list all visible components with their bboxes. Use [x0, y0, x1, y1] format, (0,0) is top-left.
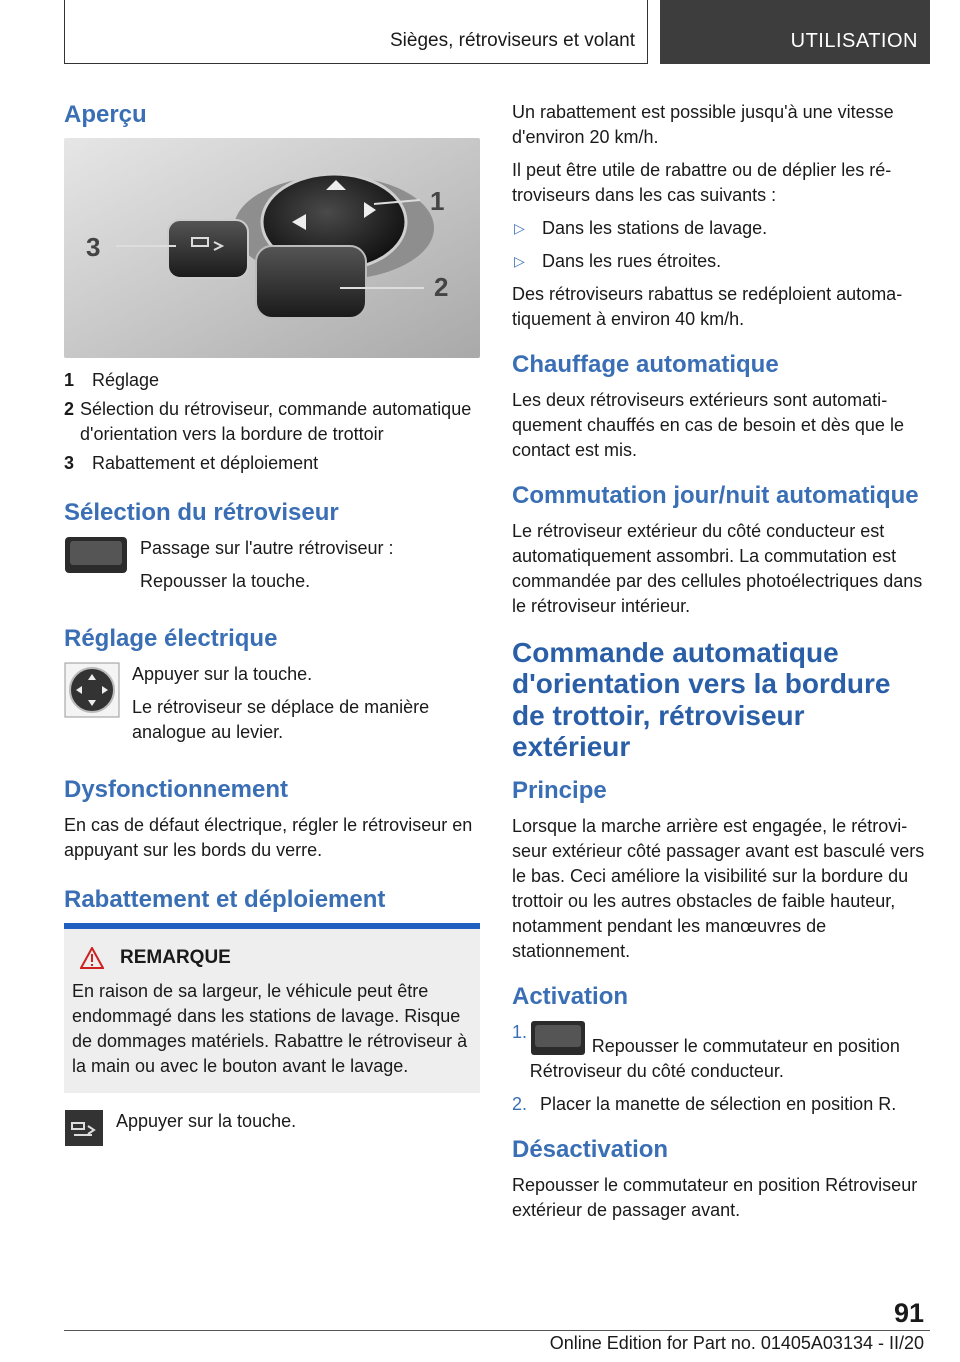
legend-num: 1 [64, 370, 75, 390]
chauffage-heading: Chauffage automatique [512, 351, 779, 378]
chapter-title: UTILISATION [790, 30, 918, 52]
legend-num: 3 [64, 453, 75, 473]
step-number: 2. [512, 1094, 528, 1115]
edition-text: Online Edition for Part no. 01405A03134 - II/20 [549, 1333, 924, 1353]
selector-button-icon [530, 1020, 586, 1056]
activation-heading: Activation [512, 983, 629, 1011]
step-text: Placer la manette de sélection en position R. [540, 1094, 897, 1115]
note-heading: REMARQUE [120, 947, 231, 968]
chauffage-text: Les deux rétroviseurs extérieurs sont automatiquement chauffés en cas de besoin et dès que le contact est mis. [512, 390, 904, 460]
bullet-item [512, 216, 928, 241]
legend-item [64, 451, 480, 476]
photo-legend [64, 368, 480, 476]
bullet-text: Dans les rues étroites. [542, 251, 722, 271]
commutation-text: Le rétroviseur extérieur du côté conducteur est automatiquement assombri. La commutation est commandée par des cellules photoélectriques dans le rétroviseur intérieur. [512, 521, 923, 616]
legend-item [64, 368, 480, 393]
mirror-control-photo [64, 138, 480, 358]
bullet-text: Dans les stations de lavage. [542, 218, 768, 238]
principe-text: Lorsque la marche arrière est engagée, le rétroviseur extérieur côté passager avant est basculé vers le bas. Ceci améliore la visibilité sur la bordure du trottoir ou les autres obstacles de faible hauteur, notamment pendant les manœuvres de stationnement. [512, 816, 925, 962]
step-item [512, 1092, 928, 1117]
fold-block [64, 1109, 480, 1147]
step-text: Repousser le commutateur en position Rétroviseur du côté conducteur. [529, 1036, 900, 1082]
reglage-block [64, 662, 480, 753]
commande-heading: Commande automatique d'orientation vers la bordure de trottoir, rétroviseur extérieur [512, 637, 891, 763]
bullet-marker: ▷ [514, 253, 525, 269]
photo-label-2: 2 [434, 272, 449, 302]
bullet-item [512, 249, 928, 274]
note-header [72, 947, 472, 969]
page-number: 91 [893, 1298, 924, 1328]
desactivation-heading: Désactivation [512, 1136, 669, 1164]
legend-num: 2 [64, 399, 75, 419]
bullet-marker: ▷ [514, 220, 525, 236]
step-item [512, 1020, 928, 1084]
step-number: 1. [512, 1022, 528, 1043]
fold-button-icon [64, 1109, 104, 1147]
desactivation-text: Repousser le commutateur en position Rétroviseur extérieur de passager avant. [512, 1175, 918, 1221]
reglage-line1: Appuyer sur la touche. [132, 664, 313, 684]
legend-text: Réglage [92, 370, 160, 390]
warning-triangle-icon [80, 947, 104, 969]
dysf-text: En cas de défaut électrique, régler le rétroviseur en appuyant sur les bords du verre. [64, 815, 473, 860]
redeploy-text: Des rétroviseurs rabattus se redéploient automatiquement à environ 40 km/h. [512, 284, 903, 329]
dysf-heading: Dysfonctionnement [64, 776, 289, 803]
photo-label-1: 1 [430, 186, 445, 216]
selector-button-icon [64, 536, 128, 574]
right-column [512, 100, 928, 1231]
rabat-heading: Rabattement et déploiement [64, 886, 386, 913]
principe-heading: Principe [512, 777, 607, 805]
legend-text: Rabattement et déploiement [92, 453, 319, 473]
fold-cases-text: Il peut être utile de rabattre ou de déplier les rétroviseurs dans les cas suivants : [512, 160, 892, 205]
speed-text: Un rabattement est possible jusqu'à une vitesse d'environ 20 km/h. [512, 102, 894, 147]
page-header [64, 0, 930, 64]
photo-label-3: 3 [86, 232, 101, 262]
header-chapter [660, 0, 930, 64]
adjust-knob-icon [64, 662, 120, 718]
note-text: En raison de sa largeur, le véhicule peut être endommagé dans les stations de lavage. Risque de dommages matériels. Rabattre le rétroviseur à la main ou avec le bouton avant le lavage. [72, 981, 468, 1076]
apercu-heading: Aperçu [64, 101, 147, 128]
section-title: Sièges, rétroviseurs et volant [389, 30, 635, 51]
reglage-heading: Réglage électrique [64, 625, 278, 652]
selection-line2: Repousser la touche. [140, 571, 311, 591]
legend-item [64, 397, 480, 447]
commutation-heading: Commutation jour/nuit automatique [512, 482, 919, 509]
selection-block [64, 536, 480, 602]
warning-note [64, 923, 480, 1093]
reglage-line2: Le rétroviseur se déplace de manière analogue au levier. [132, 697, 430, 742]
left-column [64, 100, 480, 1169]
legend-text: Sélection du rétroviseur, commande automatique d'orientation vers la bordure de trottoir [80, 399, 472, 444]
selection-heading: Sélection du rétroviseur [64, 499, 339, 526]
fold-text: Appuyer sur la touche. [116, 1111, 297, 1131]
header-section [64, 0, 648, 64]
selection-line1: Passage sur l'autre rétroviseur : [140, 538, 394, 558]
footer-rule [64, 1330, 930, 1331]
